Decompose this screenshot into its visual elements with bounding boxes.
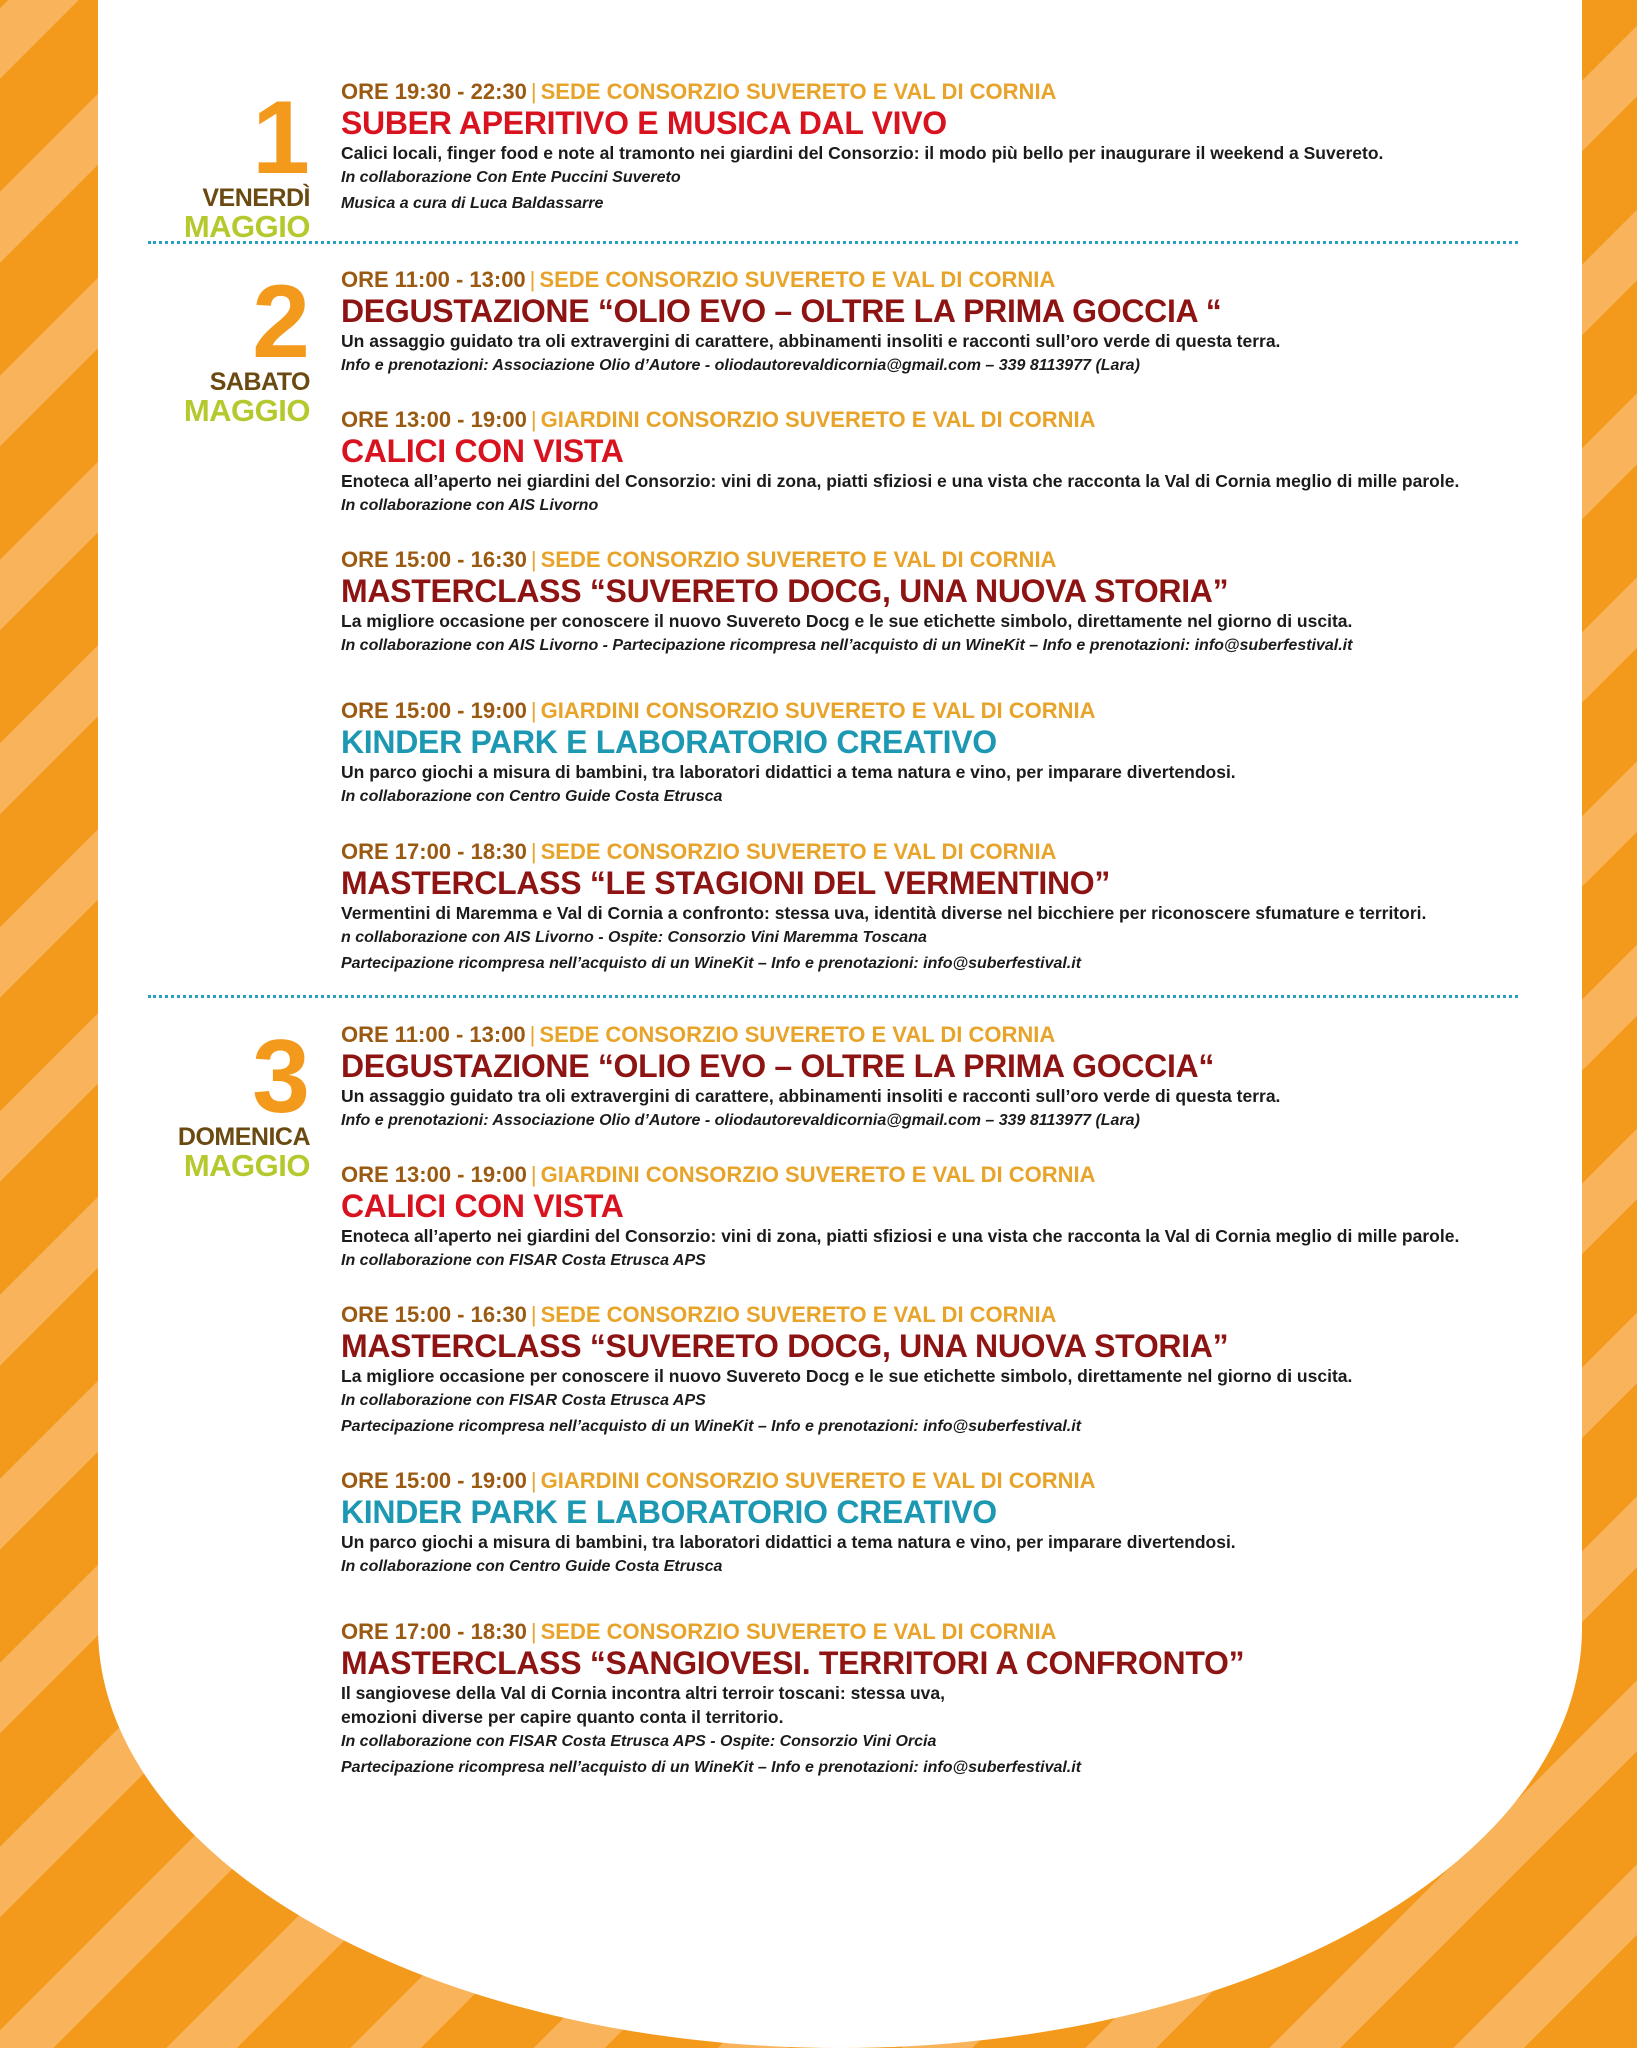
event-day1-aperitivo — [341, 79, 1581, 217]
day-number: 2 — [252, 264, 310, 380]
event-description: La migliore occasione per conoscere il nuovo Suvereto Docg e le sue etichette simbolo, direttamente nel giorno di uscita. — [341, 1366, 1353, 1386]
event-day2-masterclass-vermentino — [341, 839, 1581, 977]
event-time: ORE 13:00 - 19:00 | GIARDINI CONSORZIO SUVERETO E VAL DI CORNIA — [341, 1162, 1096, 1187]
event-time: ORE 19:30 - 22:30 | SEDE CONSORZIO SUVERETO E VAL DI CORNIA — [341, 79, 1057, 104]
event-time: ORE 15:00 - 19:00 | GIARDINI CONSORZIO SUVERETO E VAL DI CORNIA — [341, 698, 1096, 723]
event-note: Partecipazione ricompresa nell’acquisto di un WineKit – Info e prenotazioni: info@suberfestival.it — [341, 1759, 1082, 1776]
event-time: ORE 13:00 - 19:00 | GIARDINI CONSORZIO SUVERETO E VAL DI CORNIA — [341, 407, 1096, 432]
event-description: Enoteca all’aperto nei giardini del Consorzio: vini di zona, piatti sfiziosi e una vista che racconta la Val di Cornia meglio di mille parole. — [341, 471, 1460, 491]
event-time: ORE 17:00 - 18:30 | SEDE CONSORZIO SUVERETO E VAL DI CORNIA — [341, 839, 1057, 864]
event-note: n collaborazione con AIS Livorno - Ospite: Consorzio Vini Maremma Toscana — [341, 929, 927, 946]
event-place: SEDE CONSORZIO SUVERETO E VAL DI CORNIA — [539, 1022, 1056, 1047]
event-description: Calici locali, finger food e note al tramonto nei giardini del Consorzio: il modo più bello per inaugurare il weekend a Suvereto. — [341, 143, 1384, 163]
day-divider — [148, 995, 1518, 998]
event-note: In collaborazione con AIS Livorno — [341, 497, 599, 514]
event-note: In collaborazione con Centro Guide Costa Etrusca — [341, 1558, 723, 1575]
day-month: MAGGIO — [183, 208, 310, 244]
event-description: emozioni diverse per capire quanto conta il territorio. — [341, 1707, 784, 1727]
day-1-label — [140, 80, 310, 244]
event-note: In collaborazione con Centro Guide Costa Etrusca — [341, 788, 723, 805]
day-weekday: SABATO — [209, 367, 310, 396]
event-day2-masterclass-docg — [341, 547, 1581, 659]
event-description: Il sangiovese della Val di Cornia incontra altri terroir toscani: stessa uva, — [341, 1683, 945, 1703]
event-time: ORE 11:00 - 13:00 | SEDE CONSORZIO SUVERETO E VAL DI CORNIA — [341, 267, 1056, 292]
event-day2-kinder-park — [341, 698, 1581, 810]
event-place: SEDE CONSORZIO SUVERETO E VAL DI CORNIA — [540, 1619, 1057, 1644]
event-day2-calici — [341, 407, 1581, 519]
day-weekday: DOMENICA — [177, 1122, 310, 1151]
event-place: SEDE CONSORZIO SUVERETO E VAL DI CORNIA — [540, 1302, 1057, 1327]
event-time: ORE 15:00 - 16:30 | SEDE CONSORZIO SUVERETO E VAL DI CORNIA — [341, 1302, 1057, 1327]
event-day3-masterclass-sangiovesi — [341, 1619, 1581, 1781]
event-note: Info e prenotazioni: Associazione Olio d’Autore - oliodautorevaldicornia@gmail.com – 339 8113977 (Lara) — [341, 1112, 1140, 1129]
event-title: MASTERCLASS “SUVERETO DOCG, UNA NUOVA STORIA” — [341, 1328, 1229, 1364]
event-place: GIARDINI CONSORZIO SUVERETO E VAL DI CORNIA — [540, 407, 1096, 432]
event-day3-olio — [341, 1022, 1581, 1134]
event-place: SEDE CONSORZIO SUVERETO E VAL DI CORNIA — [539, 267, 1056, 292]
event-note: Partecipazione ricompresa nell’acquisto di un WineKit – Info e prenotazioni: info@suberfestival.it — [341, 955, 1082, 972]
event-description: Un assaggio guidato tra oli extravergini di carattere, abbinamenti insoliti e racconti sull’oro verde di questa terra. — [341, 1086, 1281, 1106]
event-time: ORE 17:00 - 18:30 | SEDE CONSORZIO SUVERETO E VAL DI CORNIA — [341, 1619, 1057, 1644]
event-description: Un parco giochi a misura di bambini, tra laboratori didattici a tema natura e vino, per imparare divertendosi. — [341, 762, 1236, 782]
day-number: 3 — [252, 1019, 310, 1135]
event-note: In collaborazione con FISAR Costa Etrusca APS — [341, 1252, 706, 1269]
event-title: CALICI CON VISTA — [341, 1188, 624, 1224]
event-place: GIARDINI CONSORZIO SUVERETO E VAL DI CORNIA — [540, 698, 1096, 723]
event-description: Un assaggio guidato tra oli extravergini di carattere, abbinamenti insoliti e racconti sull’oro verde di questa terra. — [341, 331, 1281, 351]
event-day3-calici — [341, 1162, 1581, 1274]
event-title: DEGUSTAZIONE “OLIO EVO – OLTRE LA PRIMA GOCCIA“ — [341, 1048, 1215, 1084]
day-month: MAGGIO — [183, 1147, 310, 1183]
event-description: La migliore occasione per conoscere il nuovo Suvereto Docg e le sue etichette simbolo, direttamente nel giorno di uscita. — [341, 611, 1353, 631]
event-time: ORE 11:00 - 13:00 | SEDE CONSORZIO SUVERETO E VAL DI CORNIA — [341, 1022, 1056, 1047]
event-title: CALICI CON VISTA — [341, 433, 624, 469]
event-title: KINDER PARK E LABORATORIO CREATIVO — [341, 724, 997, 760]
event-description: Vermentini di Maremma e Val di Cornia a confronto: stessa uva, identità diverse nel bicchiere per riconoscere sfumature e territori. — [341, 903, 1427, 923]
event-note: In collaborazione Con Ente Puccini Suvereto — [341, 169, 681, 186]
event-place: SEDE CONSORZIO SUVERETO E VAL DI CORNIA — [540, 547, 1057, 572]
day-divider — [148, 241, 1518, 244]
event-note: Partecipazione ricompresa nell’acquisto di un WineKit – Info e prenotazioni: info@suberfestival.it — [341, 1418, 1082, 1435]
event-time: ORE 15:00 - 16:30 | SEDE CONSORZIO SUVERETO E VAL DI CORNIA — [341, 547, 1057, 572]
event-place: SEDE CONSORZIO SUVERETO E VAL DI CORNIA — [540, 79, 1057, 104]
event-day3-masterclass-docg — [341, 1302, 1581, 1440]
event-note: In collaborazione con AIS Livorno - Partecipazione ricompresa nell’acquisto di un WineKit – Info e prenotazioni: info@suberfestival.it — [341, 637, 1353, 654]
day-month: MAGGIO — [183, 392, 310, 428]
event-note: Musica a cura di Luca Baldassarre — [341, 195, 604, 212]
event-time: ORE 15:00 - 19:00 | GIARDINI CONSORZIO SUVERETO E VAL DI CORNIA — [341, 1468, 1096, 1493]
event-day3-kinder-park — [341, 1468, 1581, 1580]
day-number: 1 — [252, 80, 310, 196]
event-title: KINDER PARK E LABORATORIO CREATIVO — [341, 1494, 997, 1530]
event-place: SEDE CONSORZIO SUVERETO E VAL DI CORNIA — [540, 839, 1057, 864]
day-weekday: VENERDÌ — [202, 183, 310, 212]
day-2-label — [140, 264, 310, 428]
event-place: GIARDINI CONSORZIO SUVERETO E VAL DI CORNIA — [540, 1162, 1096, 1187]
event-description: Un parco giochi a misura di bambini, tra laboratori didattici a tema natura e vino, per imparare divertendosi. — [341, 1532, 1236, 1552]
event-note: Info e prenotazioni: Associazione Olio d’Autore - oliodautorevaldicornia@gmail.com – 339 8113977 (Lara) — [341, 357, 1140, 374]
event-day2-olio — [341, 267, 1581, 379]
event-place: GIARDINI CONSORZIO SUVERETO E VAL DI CORNIA — [540, 1468, 1096, 1493]
event-title: MASTERCLASS “SANGIOVESI. TERRITORI A CONFRONTO” — [341, 1645, 1245, 1681]
day-3-label — [140, 1019, 310, 1183]
event-title: DEGUSTAZIONE “OLIO EVO – OLTRE LA PRIMA GOCCIA “ — [341, 293, 1222, 329]
event-note: In collaborazione con FISAR Costa Etrusca APS — [341, 1392, 706, 1409]
event-description: Enoteca all’aperto nei giardini del Consorzio: vini di zona, piatti sfiziosi e una vista che racconta la Val di Cornia meglio di mille parole. — [341, 1226, 1460, 1246]
event-title: MASTERCLASS “SUVERETO DOCG, UNA NUOVA STORIA” — [341, 573, 1229, 609]
event-title: MASTERCLASS “LE STAGIONI DEL VERMENTINO” — [341, 865, 1111, 901]
event-title: SUBER APERITIVO E MUSICA DAL VIVO — [341, 105, 947, 141]
event-note: In collaborazione con FISAR Costa Etrusca APS - Ospite: Consorzio Vini Orcia — [341, 1733, 937, 1750]
